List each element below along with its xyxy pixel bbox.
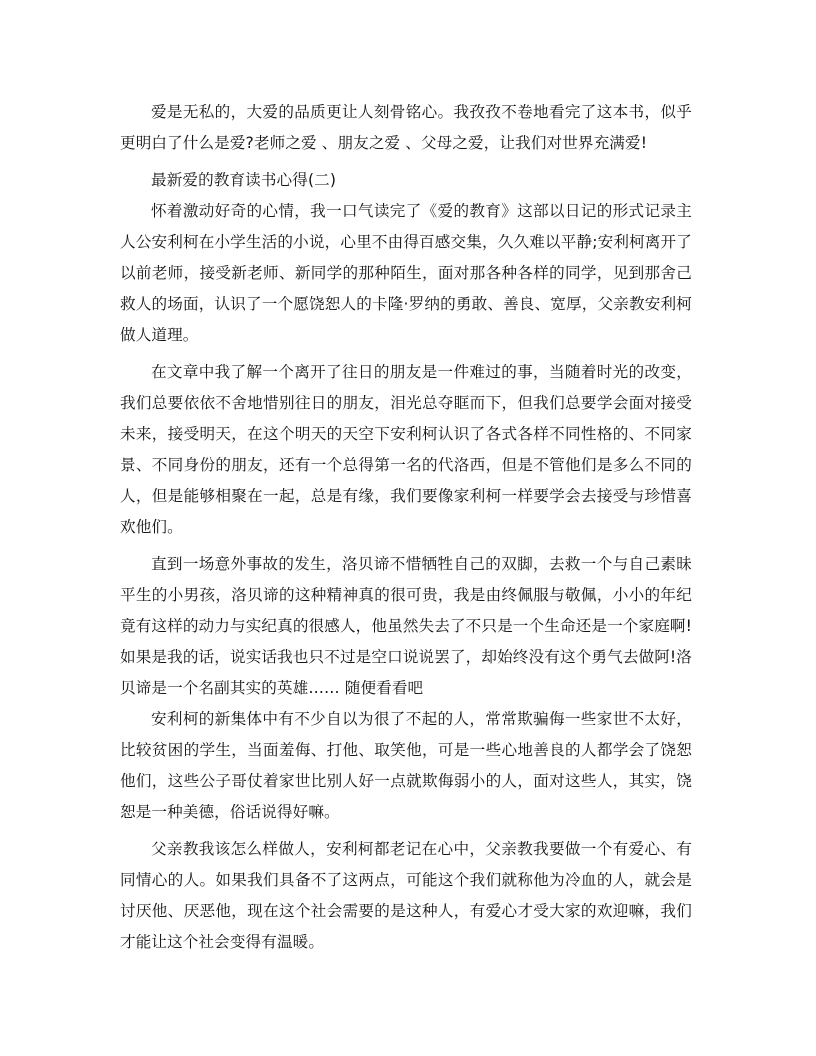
paragraph-father-teaching: 父亲教我该怎么样做人，安利柯都老记在心中，父亲教我要做一个有爱心、有同情心的人。如果我们具备不了这两点，可能这个我们就称他为冷血的人，就会是讨厌他、厌恶他，现在这个社会需要的是这种人，有爱心才受大家的欢迎嘛，我们才能让这个社会变得有温暖。	[120, 840, 692, 951]
paragraph-reading-impression: 怀着激动好奇的心情，我一口气读完了《爱的教育》这部以日记的形式记录主人公安利柯在小学生活的小说，心里不由得百感交集，久久难以平静;安利柯离开了以前老师，接受新老师、新同学的那种陌生，面对那各种各样的同学，见到那舍己救人的场面，认识了一个愿饶恕人的卡隆·罗纳的勇敢、善良、宽厚，父亲教安利柯做人道理。	[120, 202, 692, 344]
paragraph-hero: 直到一场意外事故的发生，洛贝谛不惜牺牲自己的双脚，去救一个与自己素昧平生的小男孩，洛贝谛的这种精神真的很可贵，我是由终佩服与敬佩，小小的年纪竟有这样的动力与实纪真的很感人，他虽然失去了不只是一个生命还是一个家庭啊!如果是我的话，说实话我也只不过是空口说说罢了，却始终没有这个勇气去做阿!洛贝谛是一个名副其实的英雄…… 随便看看吧	[120, 555, 692, 697]
paragraph-intro: 爱是无私的，大爱的品质更让人刻骨铭心。我孜孜不卷地看完了这本书，似乎更明白了什么是爱?老师之爱 、朋友之爱 、父母之爱，让我们对世界充满爱!	[120, 103, 692, 152]
document-page	[120, 97, 692, 958]
paragraph-forgiveness: 安利柯的新集体中有不少自以为很了不起的人，常常欺骗侮一些家世不太好，比较贫困的学生，当面羞侮、打他、取笑他，可是一些心地善良的人都学会了饶恕他们，这些公子哥仗着家世比别人好一点就欺侮弱小的人，面对这些人，其实，饶恕是一种美德，俗话说得好嘛。	[120, 710, 692, 821]
paragraph-friendship: 在文章中我了解一个离开了往日的朋友是一件难过的事，当随着时光的改变，我们总要依依不舍地惜别往日的朋友，泪光总夺眶而下，但我们总要学会面对接受未来，接受明天，在这个明天的天空下安利柯认识了各式各样不同性格的、不同家景、不同身份的朋友，还有一个总得第一名的代洛西，但是不管他们是多么不同的人，但是能够相聚在一起，总是有缘，我们要像家利柯一样要学会去接受与珍惜喜欢他们。	[120, 363, 692, 536]
section-heading: 最新爱的教育读书心得(二)	[151, 171, 336, 189]
